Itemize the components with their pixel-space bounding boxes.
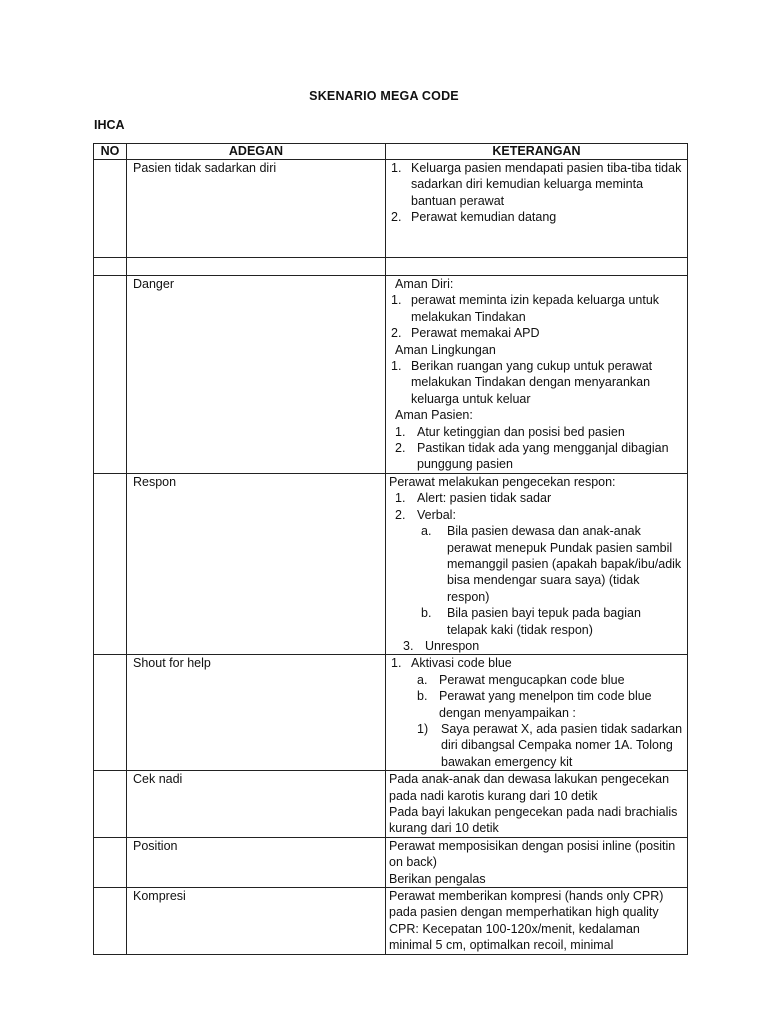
- subheading-aman-pasien: Aman Pasien:: [395, 408, 473, 423]
- ket-paragraph: Pada bayi lakukan pengecekan pada nadi brachialis kurang dari 10 detik: [389, 805, 678, 836]
- table-row: [94, 276, 688, 474]
- cell-adegan: Respon: [127, 473, 386, 654]
- cell-adegan: Shout for help: [127, 655, 386, 771]
- cell-no: [94, 655, 127, 771]
- table-row: [94, 160, 688, 258]
- table-row: [94, 473, 688, 654]
- ket-paragraph: Berikan pengalas: [389, 871, 486, 886]
- cell-no: [94, 258, 127, 276]
- list-item: 1. Keluarga pasien mendapati pasien tiba-tiba tidak sadarkan diri kemudian keluarga meminta bantuan perawat: [391, 161, 682, 208]
- subheading-aman-diri: Aman Diri:: [395, 277, 454, 291]
- list-item: 1. Aktivasi code blue: [391, 656, 512, 671]
- ket-paragraph: Perawat memposisikan dengan posisi inline (positin on back): [389, 838, 676, 870]
- ket-paragraph: Perawat memberikan kompresi (hands only CPR) pada pasien dengan memperhatikan high quality CPR: Kecepatan 100-120x/menit, kedalaman minimal 5 cm, optimalkan recoil, minimal: [389, 889, 664, 953]
- list-item: 2. Perawat kemudian datang: [391, 210, 557, 225]
- list-item: 1. Atur ketinggian dan posisi bed pasien: [395, 424, 625, 439]
- table-row: [94, 655, 688, 771]
- respon-intro: Perawat melakukan pengecekan respon:: [389, 474, 616, 489]
- cell-adegan: Kompresi: [127, 888, 386, 955]
- cell-no: [94, 837, 127, 887]
- cell-adegan: Danger: [127, 276, 386, 474]
- cell-keterangan: [386, 160, 688, 258]
- header-adegan: ADEGAN: [127, 144, 386, 160]
- section-label: IHCA: [94, 118, 125, 132]
- cell-adegan: Pasien tidak sadarkan diri: [127, 160, 386, 258]
- subheading-aman-lingkungan: Aman Lingkungan: [395, 342, 496, 357]
- list-subsubitem: 1) Saya perawat X, ada pasien tidak sadarkan diri dibangsal Cempaka nomer 1A. Tolong bawakan emergency kit: [417, 721, 683, 769]
- ket-paragraph: Pada anak-anak dan dewasa lakukan pengecekan pada nadi karotis kurang dari 10 detik: [389, 772, 670, 803]
- list-subitem: a. Bila pasien dewasa dan anak-anak perawat menepuk Pundak pasien sambil memanggil pasien (apakah bapak/ibu/adik bisa mendengar suara saya) (tidak respon): [421, 524, 682, 604]
- cell-keterangan: [386, 258, 688, 276]
- table-row: [94, 771, 688, 838]
- header-keterangan: KETERANGAN: [386, 144, 688, 160]
- list-subitem: b. Perawat yang menelpon tim code blue dengan menyampaikan :: [417, 689, 652, 720]
- scenario-table: [93, 143, 688, 955]
- table-row: [94, 837, 688, 887]
- list-item: 1. perawat meminta izin kepada keluarga untuk melakukan Tindakan: [391, 293, 660, 324]
- cell-keterangan: [386, 473, 688, 654]
- cell-no: [94, 473, 127, 654]
- cell-keterangan: [386, 655, 688, 771]
- document-title: SKENARIO MEGA CODE: [309, 89, 459, 103]
- table-row-empty: [94, 258, 688, 276]
- cell-no: [94, 160, 127, 258]
- table-header-row: [94, 144, 688, 160]
- cell-no: [94, 888, 127, 955]
- cell-keterangan: [386, 771, 688, 838]
- list-subitem: a. Perawat mengucapkan code blue: [417, 672, 625, 687]
- list-subitem: b. Bila pasien bayi tepuk pada bagian telapak kaki (tidak respon): [421, 606, 641, 637]
- table-row: [94, 888, 688, 955]
- cell-keterangan: [386, 276, 688, 474]
- cell-keterangan: [386, 888, 688, 955]
- list-item: 2. Pastikan tidak ada yang mengganjal dibagian punggung pasien: [395, 441, 669, 472]
- cell-adegan: [127, 258, 386, 276]
- list-item: 1. Alert: pasien tidak sadar: [395, 491, 552, 506]
- cell-adegan: Position: [127, 837, 386, 887]
- cell-adegan: Cek nadi: [127, 771, 386, 838]
- list-item: 2. Verbal:: [395, 507, 456, 522]
- list-item: 2. Perawat memakai APD: [391, 326, 540, 341]
- cell-keterangan: [386, 837, 688, 887]
- cell-no: [94, 771, 127, 838]
- header-no: NO: [94, 144, 127, 160]
- cell-no: [94, 276, 127, 474]
- list-item: 3. Unrespon: [403, 638, 480, 653]
- list-item: 1. Berikan ruangan yang cukup untuk perawat melakukan Tindakan dengan menyarankan keluarga untuk keluar: [391, 359, 653, 406]
